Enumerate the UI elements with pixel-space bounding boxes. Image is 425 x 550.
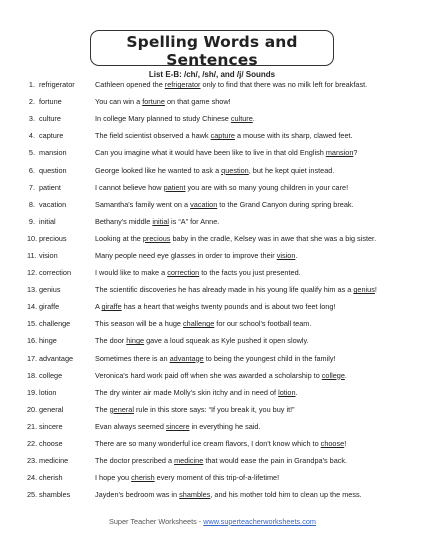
example-sentence bbox=[95, 319, 407, 328]
example-sentence bbox=[95, 97, 407, 106]
example-sentence bbox=[95, 80, 407, 89]
sentence-end: has a heart that weighs twenty pounds and is about two feet long! bbox=[121, 302, 336, 312]
spelling-word: lotion bbox=[39, 387, 57, 397]
spelling-word: initial bbox=[39, 216, 56, 226]
sentence-end: you are with so many young children in your care! bbox=[185, 182, 349, 192]
example-sentence bbox=[95, 251, 407, 260]
item-number: 4. bbox=[28, 131, 35, 141]
footer-link[interactable]: www.superteacherworksheets.com bbox=[203, 517, 316, 526]
spelling-word: vacation bbox=[39, 199, 67, 209]
item-number: 3. bbox=[28, 114, 35, 124]
sentence-end: on that game show! bbox=[164, 97, 231, 107]
sentence-target-word: fortune bbox=[142, 97, 165, 107]
footer-text: Super Teacher Worksheets - bbox=[109, 517, 204, 526]
sentence-end: to the facts you just presented. bbox=[199, 268, 301, 278]
title-box bbox=[90, 30, 334, 79]
list-item bbox=[27, 144, 407, 161]
sentence-target-word: patient bbox=[163, 182, 186, 192]
sentence-target-word: genius bbox=[353, 285, 375, 295]
sentence-target-word: cherish bbox=[131, 473, 155, 483]
spelling-word: general bbox=[39, 404, 64, 414]
spelling-word: vision bbox=[39, 250, 58, 260]
sentence-end: ! bbox=[344, 439, 347, 449]
sentence-target-word: general bbox=[109, 404, 134, 414]
sentence-end: is “A” for Anne. bbox=[169, 216, 220, 226]
sentence-start: George looked like he wanted to ask a bbox=[95, 165, 222, 175]
sentence-target-word: vision bbox=[276, 250, 296, 260]
spelling-word: cherish bbox=[39, 473, 63, 483]
sentence-end: , and his mother told him to clean up the mess. bbox=[210, 490, 362, 500]
sentence-end: that would ease the pain in Grandpa's back. bbox=[203, 456, 348, 466]
sentence-start: The scientific discoveries he has already made in his young life qualify him as a bbox=[95, 285, 354, 295]
sentence-start: A bbox=[95, 302, 102, 312]
sentence-end: to being the youngest child in the family! bbox=[203, 353, 336, 363]
example-sentence bbox=[95, 422, 407, 431]
sentence-target-word: advantage bbox=[169, 353, 204, 363]
example-sentence bbox=[95, 388, 407, 397]
example-sentence bbox=[95, 473, 407, 482]
item-number: 19. bbox=[27, 387, 38, 397]
example-sentence bbox=[95, 405, 407, 414]
sentence-target-word: culture bbox=[230, 114, 253, 124]
list-item bbox=[27, 213, 407, 230]
sentence-target-word: initial bbox=[152, 216, 170, 226]
list-item bbox=[27, 350, 407, 367]
list-item bbox=[27, 469, 407, 486]
example-sentence bbox=[95, 285, 407, 294]
item-number: 12. bbox=[27, 268, 38, 278]
page-subtitle: List E-B: /ch/, /sh/, and /j/ Sounds bbox=[148, 70, 276, 79]
example-sentence bbox=[95, 131, 407, 140]
list-item bbox=[27, 230, 407, 247]
spelling-word: genius bbox=[39, 285, 61, 295]
spelling-word: refrigerator bbox=[39, 80, 75, 90]
sentence-start: Samantha's family went on a bbox=[95, 199, 191, 209]
sentence-start: The doctor prescribed a bbox=[95, 456, 175, 466]
sentence-start: Sometimes there is an bbox=[95, 353, 170, 363]
item-number: 2. bbox=[28, 97, 35, 107]
sentence-start: Cathleen opened the bbox=[95, 80, 165, 90]
list-item bbox=[27, 76, 407, 93]
spelling-word: choose bbox=[39, 439, 63, 449]
sentence-start: Jayden's bedroom was in bbox=[95, 490, 180, 500]
spelling-word: college bbox=[39, 370, 63, 380]
sentence-target-word: college bbox=[321, 370, 345, 380]
example-sentence bbox=[95, 439, 407, 448]
list-item bbox=[27, 418, 407, 435]
sentence-start: The bbox=[95, 404, 110, 414]
item-number: 24. bbox=[27, 473, 38, 483]
list-item bbox=[27, 384, 407, 401]
example-sentence bbox=[95, 183, 407, 192]
list-item bbox=[27, 161, 407, 178]
sentence-end: ! bbox=[374, 285, 377, 295]
list-item bbox=[27, 332, 407, 349]
spelling-word: mansion bbox=[39, 148, 67, 158]
sentence-target-word: medicine bbox=[174, 456, 204, 466]
sentence-end: baby in the cradle, Kelsey was in awe that she was a big sister. bbox=[170, 233, 377, 243]
list-item bbox=[27, 452, 407, 469]
item-number: 21. bbox=[27, 421, 38, 431]
sentence-end: , but he kept quiet instead. bbox=[248, 165, 335, 175]
example-sentence bbox=[95, 268, 407, 277]
spelling-word: question bbox=[39, 165, 67, 175]
item-number: 23. bbox=[27, 456, 38, 466]
sentence-start: There are so many wonderful ice cream flavors, I don't know which to bbox=[95, 439, 321, 449]
example-sentence bbox=[95, 336, 407, 345]
item-number: 14. bbox=[27, 302, 38, 312]
sentence-end: . bbox=[295, 250, 298, 260]
spelling-word: giraffe bbox=[39, 302, 60, 312]
list-item bbox=[27, 298, 407, 315]
spelling-list bbox=[27, 76, 407, 503]
example-sentence bbox=[95, 114, 407, 123]
example-sentence bbox=[95, 456, 407, 465]
list-item bbox=[27, 281, 407, 298]
sentence-start: I hope you bbox=[95, 473, 132, 483]
list-item bbox=[27, 110, 407, 127]
list-item bbox=[27, 401, 407, 418]
sentence-end: in everything he said. bbox=[189, 421, 261, 431]
item-number: 18. bbox=[27, 370, 38, 380]
sentence-end: . bbox=[344, 370, 347, 380]
spelling-word: advantage bbox=[39, 353, 74, 363]
item-number: 15. bbox=[27, 319, 38, 329]
sentence-start: I would like to make a bbox=[95, 268, 168, 278]
sentence-target-word: hinge bbox=[126, 336, 145, 346]
example-sentence bbox=[95, 200, 407, 209]
example-sentence bbox=[95, 490, 407, 499]
sentence-end: . bbox=[295, 387, 298, 397]
spelling-word: fortune bbox=[39, 97, 62, 107]
list-item bbox=[27, 196, 407, 213]
sentence-target-word: correction bbox=[167, 268, 200, 278]
sentence-target-word: question bbox=[221, 165, 249, 175]
sentence-end: . bbox=[252, 114, 255, 124]
item-number: 11. bbox=[27, 250, 37, 260]
sentence-end: gave a loud squeak as Kyle pushed it open slowly. bbox=[144, 336, 309, 346]
sentence-start: In college Mary planned to study Chinese bbox=[95, 114, 231, 124]
spelling-word: challenge bbox=[39, 319, 71, 329]
sentence-start: Many people need eye glasses in order to improve their bbox=[95, 250, 277, 260]
item-number: 22. bbox=[27, 439, 38, 449]
sentence-target-word: sincere bbox=[165, 421, 190, 431]
sentence-start: I cannot believe how bbox=[95, 182, 164, 192]
sentence-target-word: challenge bbox=[183, 319, 215, 329]
item-number: 9. bbox=[28, 216, 35, 226]
list-item bbox=[27, 264, 407, 281]
sentence-start: Veronica's hard work paid off when she was awarded a scholarship to bbox=[95, 370, 322, 380]
list-item bbox=[27, 93, 407, 110]
example-sentence bbox=[95, 302, 407, 311]
item-number: 7. bbox=[28, 182, 35, 192]
spelling-word: correction bbox=[39, 268, 72, 278]
sentence-end: only to find that there was no milk left for breakfast. bbox=[200, 80, 368, 90]
example-sentence bbox=[95, 234, 407, 243]
page-title: Spelling Words and Sentences bbox=[126, 33, 298, 69]
example-sentence bbox=[95, 166, 407, 175]
sentence-target-word: shambles bbox=[179, 490, 211, 500]
footer bbox=[0, 517, 425, 526]
example-sentence bbox=[95, 371, 407, 380]
sentence-target-word: mansion bbox=[325, 148, 354, 158]
sentence-end: for our school's football team. bbox=[214, 319, 312, 329]
spelling-word: precious bbox=[39, 233, 67, 243]
sentence-start: The dry winter air made Molly's skin itchy and in need of bbox=[95, 387, 279, 397]
sentence-start: This season will be a huge bbox=[95, 319, 184, 329]
spelling-word: shambles bbox=[39, 490, 71, 500]
sentence-start: You can win a bbox=[95, 97, 143, 107]
list-item bbox=[27, 486, 407, 503]
example-sentence bbox=[95, 217, 407, 226]
spelling-word: capture bbox=[39, 131, 64, 141]
example-sentence bbox=[95, 354, 407, 363]
list-item bbox=[27, 435, 407, 452]
sentence-start: Looking at the bbox=[95, 233, 143, 243]
example-sentence bbox=[95, 148, 407, 157]
list-item bbox=[27, 179, 407, 196]
item-number: 10. bbox=[27, 233, 38, 243]
spelling-word: sincere bbox=[39, 421, 63, 431]
item-number: 13. bbox=[27, 285, 38, 295]
item-number: 5. bbox=[28, 148, 35, 158]
sentence-end: to the Grand Canyon during spring break. bbox=[217, 199, 354, 209]
sentence-start: Bethany's middle bbox=[95, 216, 153, 226]
sentence-target-word: vacation bbox=[190, 199, 218, 209]
item-number: 16. bbox=[27, 336, 38, 346]
spelling-word: medicine bbox=[39, 456, 69, 466]
sentence-start: Evan always seemed bbox=[95, 421, 166, 431]
sentence-target-word: capture bbox=[210, 131, 235, 141]
list-item bbox=[27, 247, 407, 264]
sentence-start: The field scientist observed a hawk bbox=[95, 131, 211, 141]
item-number: 8. bbox=[28, 199, 35, 209]
sentence-target-word: giraffe bbox=[101, 302, 122, 312]
sentence-target-word: lotion bbox=[278, 387, 296, 397]
item-number: 6. bbox=[28, 165, 35, 175]
spelling-word: patient bbox=[39, 182, 61, 192]
item-number: 1. bbox=[28, 80, 35, 90]
item-number: 17. bbox=[27, 353, 38, 363]
spelling-word: culture bbox=[39, 114, 61, 124]
sentence-end: a mouse with its sharp, clawed feet. bbox=[234, 131, 353, 141]
list-item bbox=[27, 127, 407, 144]
sentence-end: every moment of this trip-of-a-lifetime! bbox=[154, 473, 280, 483]
sentence-start: Can you imagine what it would have been like to live in that old English bbox=[95, 148, 326, 158]
list-item bbox=[27, 367, 407, 384]
list-item bbox=[27, 315, 407, 332]
sentence-start: The door bbox=[95, 336, 127, 346]
sentence-target-word: choose bbox=[320, 439, 345, 449]
sentence-target-word: refrigerator bbox=[164, 80, 201, 90]
spelling-word: hinge bbox=[39, 336, 57, 346]
item-number: 20. bbox=[27, 404, 38, 414]
item-number: 25. bbox=[27, 490, 38, 500]
sentence-end: rule in this store says: “If you break it, you buy it!” bbox=[133, 404, 295, 414]
sentence-target-word: precious bbox=[142, 233, 171, 243]
sentence-end: ? bbox=[353, 148, 358, 158]
